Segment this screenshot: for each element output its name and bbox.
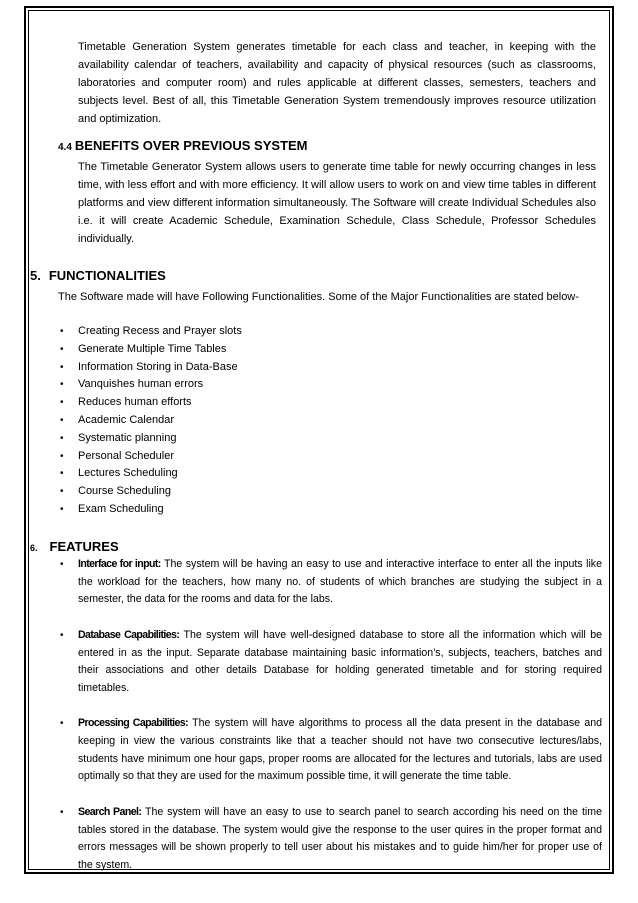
feature-text: The system will have an easy to use to search panel to search according his need on the time tables stored in the database. The system would give the response to the user quires in the proper format and errors messages will be shown properly to tell user about his mistakes and to guide him/her for proper use of the system. (78, 805, 602, 871)
list-item: • Course Scheduling (58, 483, 242, 501)
section-5-heading (30, 268, 166, 283)
section-6-heading (30, 539, 119, 554)
intro-paragraph: Timetable Generation System generates timetable for each class and teacher, in keeping with the availability calendar of teachers, availability and capacity of physical resources (such as classrooms, laboratories and computer room) and rules applicable at different classes, semesters, teachers and subjects level. Best of all, this Timetable Generation System tremendously improves resource utilization and optimization. (78, 41, 596, 125)
feature-item (58, 556, 602, 609)
list-item: • Personal Scheduler (58, 448, 242, 466)
list-item: • Academic Calendar (58, 412, 242, 430)
section-4-4-heading (58, 138, 308, 153)
feature-item (58, 627, 602, 698)
feature-label: Search Panel: (78, 805, 142, 818)
list-item: • Generate Multiple Time Tables (58, 341, 242, 359)
bullet-icon: • (60, 397, 64, 409)
section-title: BENEFITS OVER PREVIOUS SYSTEM (74, 138, 308, 153)
bullet-icon: • (60, 326, 64, 337)
bullet-icon: • (60, 629, 64, 641)
list-item: • Vanquishes human errors (58, 376, 242, 394)
feature-text: The system will be having an easy to use and interactive interface to enter all the inputs like the workload for the teachers, how many no. of students of which branches are studying the subject in a semester, the data for the rooms and data for the labs. (78, 558, 602, 606)
document-page (30, 12, 608, 871)
feature-label: Interface for input: (78, 558, 161, 570)
list-item: • Information Storing in Data-Base (58, 359, 242, 377)
bullet-icon: • (60, 414, 64, 426)
bullet-icon: • (60, 468, 64, 480)
list-item: • Reduces human efforts (58, 394, 242, 412)
section-title: FEATURES (49, 539, 119, 554)
bullet-icon: • (60, 432, 64, 444)
bullet-icon: • (60, 718, 64, 730)
feature-item (58, 804, 602, 875)
feature-text: The system will have algorithms to process all the data present in the database and keeping in view the various constraints like that a teacher should not have two consecutive lectures/labs, students have minimum one hour gaps, proper rooms are allocated for the lectures and tutorials, labs are used optimally so that they are used for the maximum possible time, it will generate the time table. (78, 717, 602, 783)
bullet-icon: • (60, 503, 64, 515)
bullet-icon: • (60, 486, 64, 498)
feature-item (58, 715, 602, 786)
list-item: • Lectures Scheduling (58, 465, 242, 483)
list-item: • Creating Recess and Prayer slots (58, 323, 242, 341)
section-4-4-body: The Timetable Generator System allows users to generate time table for newly occurring changes in less time, with less effort and with more efficiency. It will allow users to work on and view time tables in different platforms and view different information simultaneously. The Software will create Individual Schedules also i.e. it will create Academic Schedule, Examination Schedule, Class Schedule, Professor Schedules individually. (78, 161, 596, 245)
section-5-intro: The Software made will have Following Functionalities. Some of the Major Functionalities are stated below- (58, 291, 579, 303)
feature-label: Processing Capabilities: (78, 717, 188, 730)
bullet-icon: • (60, 559, 64, 570)
bullet-icon: • (60, 379, 64, 391)
functionalities-list (58, 323, 242, 519)
feature-label: Database Capabilities: (78, 628, 180, 641)
bullet-icon: • (60, 450, 64, 462)
feature-text: The system will have well-designed database to store all the information which will be entered in as the input. Separate database maintaining basic information’s, subjects, teachers, batches and their associations and other details Database for holding generated timetable and for storing required timetables. (78, 628, 602, 694)
section-title: FUNCTIONALITIES (48, 268, 166, 283)
bullet-icon: • (60, 806, 64, 818)
bullet-icon: • (60, 343, 64, 355)
features-list (58, 556, 602, 892)
section-number: 5. (30, 268, 41, 283)
list-item: • Systematic planning (58, 430, 242, 448)
section-number: 4.4 (58, 142, 72, 153)
bullet-icon: • (60, 361, 64, 373)
section-number: 6. (30, 543, 38, 553)
list-item: • Exam Scheduling (58, 501, 242, 519)
